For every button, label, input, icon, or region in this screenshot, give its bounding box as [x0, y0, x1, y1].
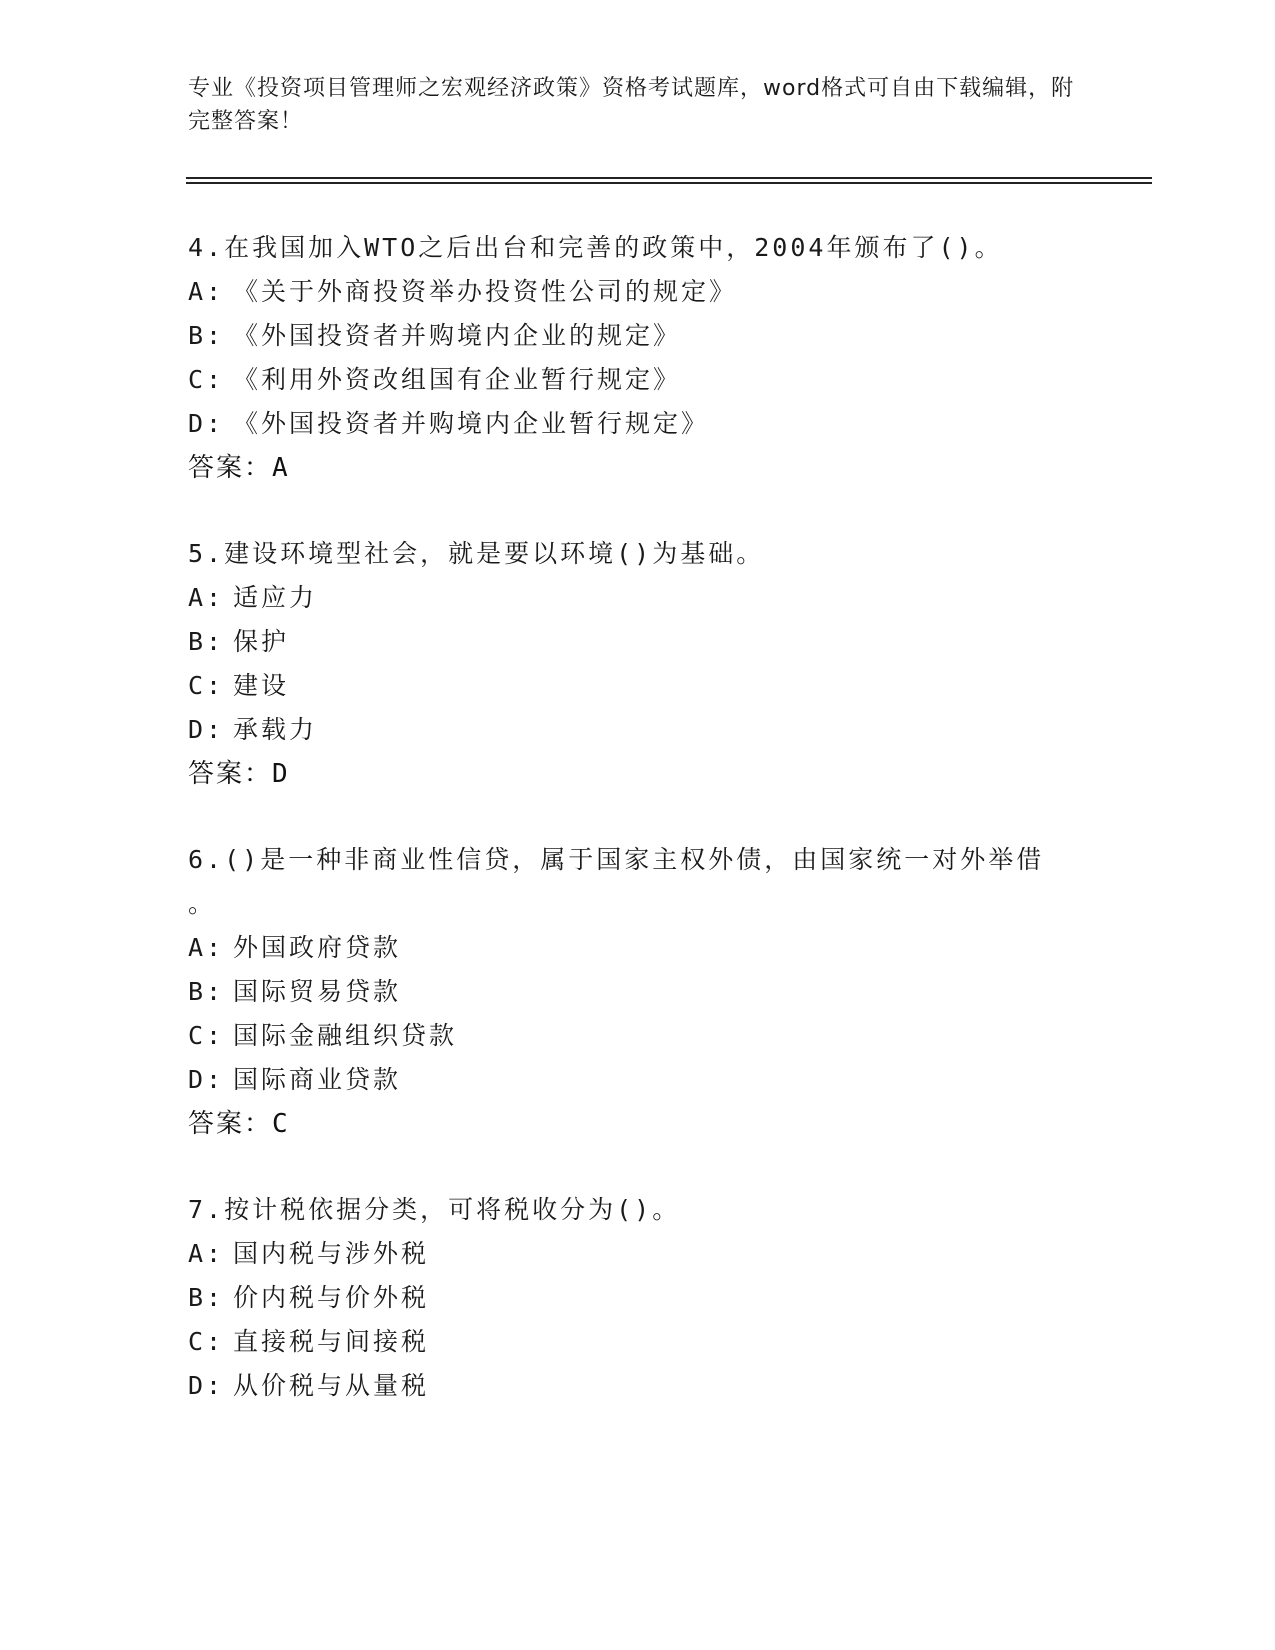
option-key: D:	[188, 715, 225, 744]
option-text: 国内税与涉外税	[233, 1239, 430, 1268]
option-a	[188, 1239, 429, 1269]
option-text: 直接税与间接税	[233, 1327, 430, 1356]
option-d	[188, 1371, 429, 1401]
option-text: 《关于外商投资举办投资性公司的规定》	[233, 277, 738, 306]
question-stem: 7.按计税依据分类，可将税收分为()。	[188, 1195, 681, 1224]
option-text: 适应力	[233, 583, 318, 612]
option-key: B:	[188, 977, 225, 1006]
question-stem: 5.建设环境型社会，就是要以环境()为基础。	[188, 539, 765, 568]
option-text: 《利用外资改组国有企业暂行规定》	[233, 365, 682, 394]
option-key: C:	[188, 1327, 225, 1356]
answer-value: D	[272, 759, 290, 789]
option-text: 保护	[233, 627, 290, 656]
option-text: 国际商业贷款	[233, 1065, 402, 1094]
option-c	[188, 671, 289, 701]
option-key: A:	[188, 277, 225, 306]
document-header	[188, 72, 1088, 138]
option-d	[188, 1065, 401, 1095]
option-key: C:	[188, 1021, 225, 1050]
option-text: 外国政府贷款	[233, 933, 402, 962]
option-c	[188, 1021, 457, 1051]
option-b	[188, 1283, 429, 1313]
option-text: 《外国投资者并购境内企业暂行规定》	[233, 409, 710, 438]
option-b	[188, 977, 401, 1007]
option-key: A:	[188, 1239, 225, 1268]
option-a	[188, 277, 737, 307]
option-text: 价内税与价外税	[233, 1283, 430, 1312]
option-text: 国际金融组织贷款	[233, 1021, 458, 1050]
option-b	[188, 321, 681, 351]
option-text: 《外国投资者并购境内企业的规定》	[233, 321, 682, 350]
header-title: 专业《投资项目管理师之宏观经济政策》资格考试题库，word格式可自由下载编辑，附完整答案！	[188, 76, 1075, 134]
option-d	[188, 409, 709, 439]
header-divider-bottom	[186, 182, 1152, 184]
option-b	[188, 627, 289, 657]
answer	[188, 759, 290, 789]
option-a	[188, 583, 317, 613]
answer-value: C	[272, 1109, 290, 1139]
answer	[188, 453, 290, 483]
option-text: 承载力	[233, 715, 318, 744]
option-key: C:	[188, 671, 225, 700]
question-stem-continuation: 。	[188, 889, 217, 918]
answer-label: 答案：	[188, 1109, 273, 1139]
option-key: D:	[188, 409, 225, 438]
option-key: A:	[188, 583, 225, 612]
option-key: B:	[188, 1283, 225, 1312]
option-key: A:	[188, 933, 225, 962]
answer-label: 答案：	[188, 759, 273, 789]
option-c	[188, 365, 681, 395]
option-c	[188, 1327, 429, 1357]
question-stem: 4.在我国加入WTO之后出台和完善的政策中，2004年颁布了()。	[188, 233, 1003, 262]
option-key: B:	[188, 627, 225, 656]
option-key: D:	[188, 1065, 225, 1094]
option-d	[188, 715, 317, 745]
option-key: B:	[188, 321, 225, 350]
answer-label: 答案：	[188, 453, 273, 483]
question-stem: 6.()是一种非商业性信贷，属于国家主权外债，由国家统一对外举借	[188, 845, 1045, 874]
option-text: 建设	[233, 671, 290, 700]
answer-value: A	[272, 453, 290, 483]
header-divider-top	[186, 177, 1152, 179]
answer	[188, 1109, 290, 1139]
option-key: C:	[188, 365, 225, 394]
option-a	[188, 933, 401, 963]
option-text: 从价税与从量税	[233, 1371, 430, 1400]
option-text: 国际贸易贷款	[233, 977, 402, 1006]
option-key: D:	[188, 1371, 225, 1400]
